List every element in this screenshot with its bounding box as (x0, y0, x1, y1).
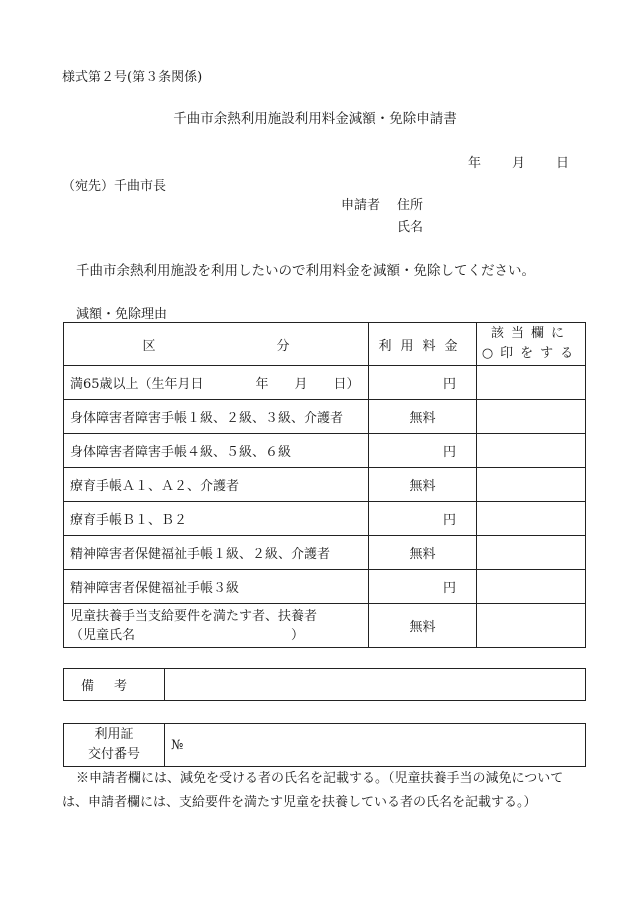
header-category (64, 323, 369, 366)
card-number-field[interactable]: № (165, 724, 586, 767)
remarks-table (63, 668, 586, 701)
row-check-cell[interactable] (477, 434, 586, 468)
row-fee: 円 (369, 502, 477, 536)
row-fee: 無料 (369, 468, 477, 502)
table-row (64, 400, 586, 434)
date-day-label: 日 (556, 156, 570, 171)
remarks-label: 備考 (64, 669, 165, 701)
footnote: ※申請者欄には、減免を受ける者の氏名を記載する。（児童扶養手当の減免については、申請者欄には、支給要件を満たす児童を扶養している者の氏名を記載する。） (62, 771, 564, 810)
row-category: 療育手帳Ａ１、Ａ２、介護者 (64, 468, 369, 502)
row-fee: 円 (369, 366, 477, 400)
row-fee: 無料 (369, 536, 477, 570)
date-year-label: 年 (468, 156, 482, 171)
header-check (477, 323, 586, 366)
card-number-label (64, 724, 165, 767)
table-row (64, 536, 586, 570)
card-number-table (63, 723, 586, 767)
table-row (64, 604, 586, 648)
card-number-label-line2: 交付番号 (87, 747, 140, 762)
applicant-label: 申請者 (341, 198, 381, 213)
row-check-cell[interactable] (477, 536, 586, 570)
application-statement: 千曲市余熱利用施設を利用したいので利用料金を減額・免除してください。 (76, 263, 535, 279)
card-number-label-line1: 利用証 (94, 727, 134, 742)
row-category: 精神障害者保健福祉手帳１級、２級、介護者 (64, 536, 369, 570)
row-fee: 円 (369, 434, 477, 468)
row-category-line2: （児童氏名 ） (70, 627, 305, 643)
row-check-cell[interactable] (477, 502, 586, 536)
reason-caption: 減額・免除理由 (76, 307, 168, 322)
form-number: 様式第２号(第３条関係) (62, 70, 203, 85)
addressee: （宛先）千曲市長 (62, 179, 167, 194)
row-category: 満65歳以上（生年月日 年 月 日） (64, 366, 369, 400)
applicant-name-label: 氏名 (397, 220, 424, 235)
header-category-left: 区 (142, 338, 156, 354)
header-category-right: 分 (276, 338, 290, 354)
row-category: 身体障害者障害手帳１級、２級、３級、介護者 (64, 400, 369, 434)
row-fee: 無料 (369, 604, 477, 648)
applicant-address-label: 住所 (397, 198, 424, 213)
date-month-label: 月 (512, 156, 526, 171)
table-row (64, 366, 586, 400)
table-header-row (64, 323, 586, 366)
table-row (64, 434, 586, 468)
header-fee: 利用料金 (369, 323, 477, 366)
header-check-line2: ○印をする (481, 346, 581, 361)
row-check-cell[interactable] (477, 400, 586, 434)
row-fee: 無料 (369, 400, 477, 434)
row-check-cell[interactable] (477, 570, 586, 604)
row-check-cell[interactable] (477, 366, 586, 400)
table-row (64, 570, 586, 604)
table-row (64, 502, 586, 536)
row-check-cell[interactable] (477, 604, 586, 648)
row-category-line1: 児童扶養手当支給要件を満たす者、扶養者 (70, 608, 318, 624)
header-check-line1: 該当欄に (490, 326, 571, 341)
table-row (64, 468, 586, 502)
row-category: 精神障害者保健福祉手帳３級 (64, 570, 369, 604)
row-check-cell[interactable] (477, 468, 586, 502)
row-category (64, 604, 369, 648)
document-title: 千曲市余熱利用施設利用料金減額・免除申請書 (173, 111, 457, 127)
reason-table (63, 322, 586, 648)
remarks-field[interactable] (165, 669, 586, 701)
row-category: 療育手帳Ｂ１、Ｂ２ (64, 502, 369, 536)
row-fee: 円 (369, 570, 477, 604)
row-category: 身体障害者障害手帳４級、５級、６級 (64, 434, 369, 468)
